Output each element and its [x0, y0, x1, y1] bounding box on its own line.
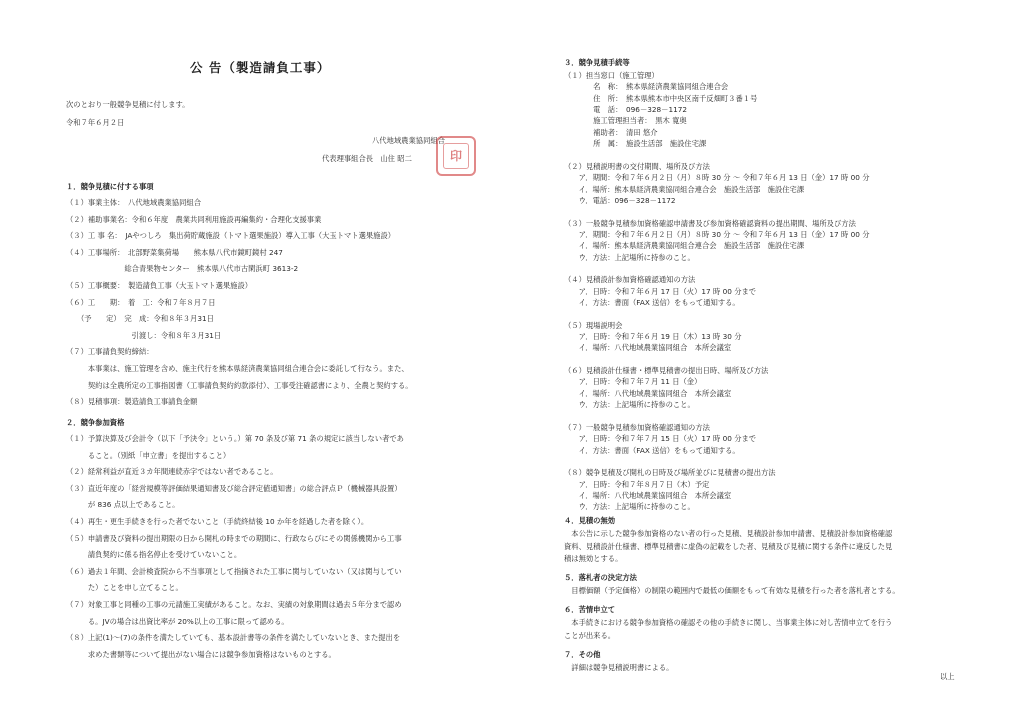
section-3-line: ア．日時：令和７年６月 17 日（火）17 時 00 分まで [564, 286, 757, 296]
section-3-line: 電 話： 096－328－1172 [564, 105, 688, 115]
section-7-line: 詳細は競争見積説明書による。 [564, 663, 674, 672]
intro-text: 次のとおり一般競争見積に付します。 [66, 100, 190, 109]
section-6-heading: ６．苦情申立て [564, 605, 616, 614]
section-1-line: 契約は全農所定の工事指図書（工事請負契約約款添付）、工事受注確認書により、全農と契約する。 [66, 380, 413, 390]
seal-text: 印 [449, 149, 462, 163]
section-2-line: （４）再生・更生手続きを行った者でないこと（手続終結後 10 か年を経過した者を除く）。 [66, 517, 369, 526]
section-1-line: （５）工事概要： 製造請負工事（大玉トマト選果施設） [66, 281, 253, 290]
official-seal-stamp [436, 136, 476, 176]
section-3-line: ア．期間：令和７年６月２日（月）８時 30 分 ～ 令和７年６月 13 日（金）17 時 00 分 [564, 173, 870, 183]
section-3-line: イ．方法：書面（FAX 送信）をもって通知する。 [564, 445, 740, 455]
section-3-line: イ．方法：書面（FAX 送信）をもって通知する。 [564, 298, 740, 307]
section-3-line: （８）競争見積及び開札の日時及び場所並びに見積書の提出方法 [564, 468, 776, 478]
section-5-heading: ５．落札者の決定方法 [564, 573, 637, 582]
section-2-line: が 836 点以上であること。 [66, 500, 180, 510]
section-1-line: （１）事業主体： 八代地域農業協同組合 [66, 198, 201, 207]
section-3-line: （３）一般競争見積参加資格確認申請書及び参加資格確認資料の提出期間、場所及び方法 [564, 218, 856, 228]
section-1-line: （７）工事請負契約締結： [66, 347, 154, 357]
section-2-line: （８）上記(1)～(7)の条件を満たしていても、基本設計書等の条件を満たしていないとき、また提出を [66, 633, 401, 643]
section-2-line: （３）直近年度の「経営規模等評価結果通知書及び総合評定値通知書」の総合評点Ｐ（機械器具設置） [66, 483, 402, 493]
closing-text: 以上 [940, 672, 955, 681]
section-2-line: 請負契約に係る指名停止を受けていないこと。 [66, 550, 242, 560]
section-2-line: （６）過去１年間、会計検査院から不当事項として指摘された工事に関与していない（又は関与してい [66, 566, 402, 576]
section-3-line: ア．期間：令和７年６月２日（月）８時 30 分 ～ 令和７年６月 13 日（金）17 時 00 分 [564, 229, 870, 239]
section-3-line: （５）現場説明会 [564, 320, 623, 330]
section-1-line: 総合青果物センター 熊本県八代市古閑浜町 3613-2 [66, 264, 299, 274]
section-1-line: 本事業は、施工管理を含め、施主代行を熊本県経済農業協同組合連合会に委託して行なう。また、 [66, 364, 409, 373]
notice-date: 令和７年６月２日 [66, 118, 125, 127]
section-3-line: ア．日時：令和７年７月 15 日（火）17 時 00 分まで [564, 434, 757, 444]
section-2-line: （５）申請書及び資料の提出期限の日から開札の時までの期間に、行政ならびにその関係機関から工事 [66, 533, 402, 543]
section-1-line: （２）補助事業名：令和６年度 農業共同利用施設再編集約・合理化支援事業 [66, 214, 322, 224]
section-3-line: （４）見積設計参加資格確認通知の方法 [564, 275, 696, 285]
notice-title: 公 告（製造請負工事） [190, 60, 331, 75]
section-3-line: ウ．方法：上記場所に持参のこと。 [564, 400, 695, 410]
section-4-line: 積は無効とする。 [564, 554, 623, 563]
section-4-line: 本公告に示した競争参加資格のない者の行った見積、見積設計参加申請書、見積設計参加資格確認 [564, 529, 893, 538]
section-1-line: （予 定） 完 成：令和８年３月31日 [66, 314, 214, 324]
section-1-line: （３）工 事 名： JAやつしろ 集出荷貯蔵施設（トマト選果施設）導入工事（大玉トマト選果施設） [66, 231, 396, 241]
section-3-line: ウ．方法：上記場所に持参のこと。 [564, 252, 695, 262]
section-3-line: 所 属： 施設生活部 施設住宅課 [564, 139, 707, 149]
section-3-line: イ．場所：八代地域農業協同組合 本所会議室 [564, 490, 732, 500]
section-3-line: ア．日時：令和７年８月７日（木）予定 [564, 479, 710, 489]
section-3-line: イ．場所：熊本県経済農業協同組合連合会 施設生活部 施設住宅課 [564, 184, 805, 194]
issuer-representative: 代表理事組合長 山住 昭二 [322, 154, 412, 163]
section-3-heading: ３．競争見積手続等 [564, 58, 630, 67]
section-3-line: ア．日時：令和７年７月 11 日（金） [564, 377, 702, 387]
section-4-line: 資料、見積設計仕様書、標準見積書に虚偽の記載をした者、見積及び見積に関する条件に違反した見 [564, 541, 893, 551]
section-4-heading: ４．見積の無効 [564, 516, 616, 525]
section-3-line: イ．場所：八代地域農業協同組合 本所会議室 [564, 388, 732, 398]
section-3-line: （６）見積設計仕様書・標準見積書の提出日時、場所及び方法 [564, 366, 769, 376]
section-2-line: た）ことを申し立てること。 [66, 583, 183, 593]
section-2-line: （２）経常利益が直近３カ年間連続赤字ではない者であること。 [66, 467, 278, 477]
section-3-line: ア．日時：令和７年６月 19 日（木）13 時 30 分 [564, 332, 742, 342]
section-1-line: （４）工事場所： 北部野菜集荷場 熊本県八代市鏡町鏡村 247 [66, 247, 283, 257]
section-2-line: （７）対象工事と同種の工事の元請施工実績があること。なお、実績の対象期間は過去５年分まで認め [66, 600, 402, 609]
section-3-line: 補助者： 清田 悠介 [564, 127, 658, 137]
section-3-line: ウ．電話：096－328－1172 [564, 195, 676, 205]
section-2-line: （１）予算決算及び会計令（以下「予決令」という。）第 70 条及び第 71 条の規定に該当しない者であ [66, 434, 404, 443]
issuer-org: 八代地域農業協同組合 [372, 136, 445, 145]
section-3-line: 施工管理担当者： 黒木 寛奥 [564, 116, 687, 126]
section-3-line: イ．場所：熊本県経済農業協同組合連合会 施設生活部 施設住宅課 [564, 241, 805, 251]
section-1-line: （６）工 期： 着 工：令和７年８月７日 [66, 297, 216, 307]
section-2-line: る。JVの場合は出資比率が 20%以上の工事に限って認める。 [66, 616, 289, 626]
section-3-line: ウ．方法：上記場所に持参のこと。 [564, 502, 695, 512]
section-6-line: 本手続きにおける競争参加資格の確認その他の手続きに関し、当事業主体に対し苦情申立てを行う [564, 618, 893, 627]
section-1-heading: １．競争見積に付する事項 [66, 182, 154, 191]
section-2-heading: ２．競争参加資格 [66, 418, 125, 427]
section-3-line: （７）一般競争見積参加資格確認通知の方法 [564, 422, 710, 432]
section-3-line: 名 称： 熊本県経済農業協同組合連合会 [564, 82, 729, 92]
section-2-line: ること。（別紙「申立書」を提出すること） [66, 450, 231, 460]
section-5-line: 目標価額（予定価格）の制限の範囲内で最低の価額をもって有効な見積を行った者を落札者とする。 [564, 586, 900, 595]
section-3-line: 住 所： 熊本県熊本市中央区南千反畑町３番１号 [564, 93, 758, 103]
section-3-line: （２）見積説明書の交付期間、場所及び方法 [564, 161, 710, 171]
section-3-line: （１）担当窓口（施工管理） [564, 71, 659, 80]
section-7-heading: ７．その他 [564, 650, 601, 659]
section-1-line: （８）見積事項：製造請負工事請負金額 [66, 397, 198, 407]
section-6-line: ことが出来る。 [564, 630, 616, 640]
section-2-line: 求めた書類等について提出がない場合には競争参加資格はないものとする。 [66, 649, 336, 659]
section-3-line: イ．場所：八代地域農業協同組合 本所会議室 [564, 343, 732, 353]
section-1-line: 引渡し：令和８年３月31日 [66, 330, 222, 340]
